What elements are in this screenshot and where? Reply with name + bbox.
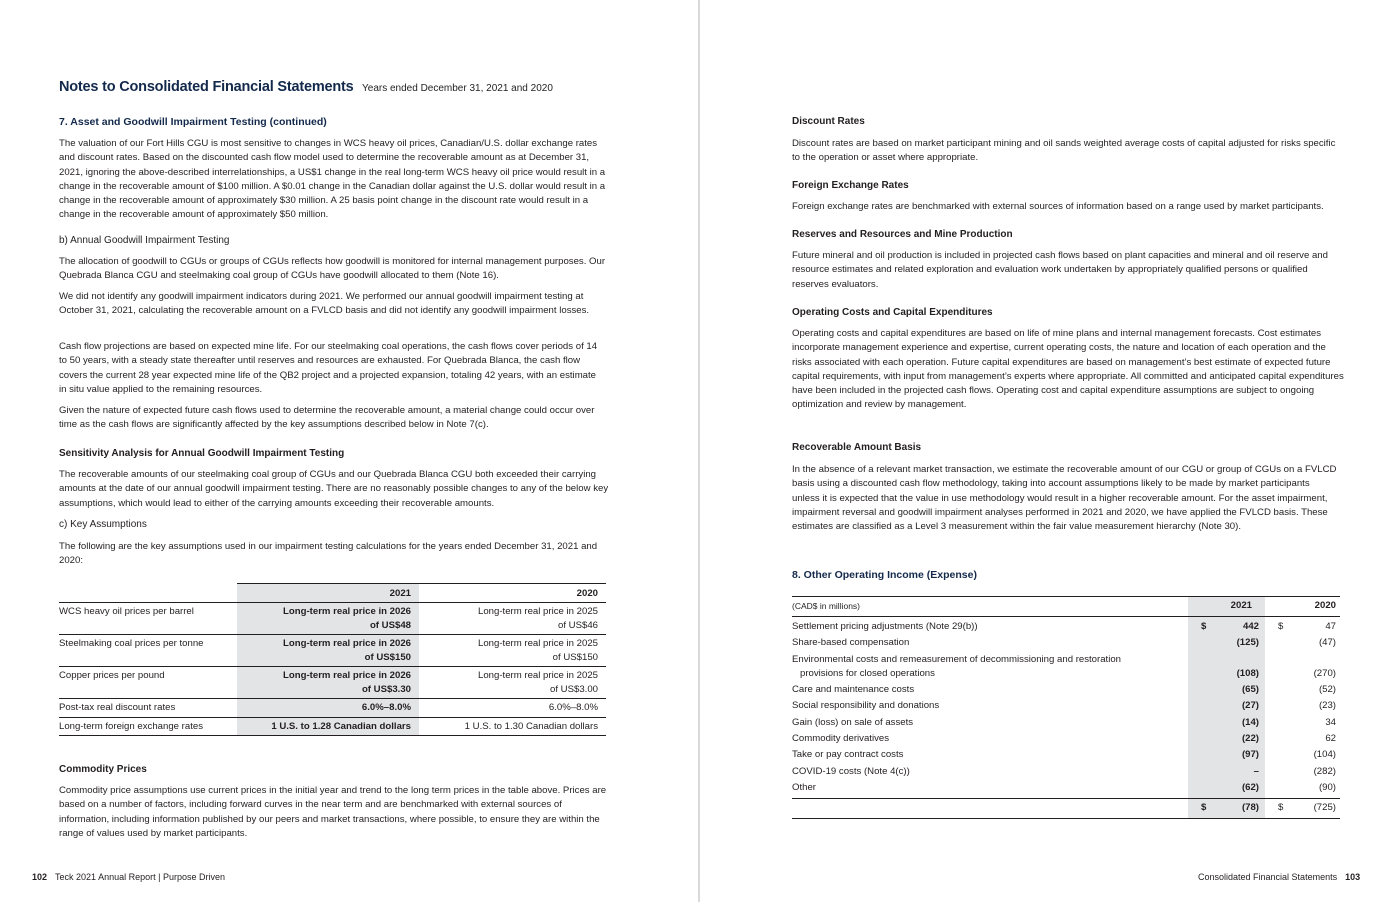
paragraph-recoverable xyxy=(59,468,611,511)
page-subtitle: Years ended December 31, 2021 and 2020 xyxy=(362,83,553,94)
reserves-title: Reserves and Resources and Mine Production xyxy=(792,229,1013,240)
paragraph-commodity xyxy=(59,784,611,841)
section-7-title: 7. Asset and Goodwill Impairment Testing (continued) xyxy=(59,116,327,128)
table-row xyxy=(792,715,1340,731)
section-8-title-block xyxy=(792,569,977,581)
row-label: WCS heavy oil prices per barrel xyxy=(59,606,194,617)
paragraph-allocation xyxy=(59,255,611,284)
fx-rates-title: Foreign Exchange Rates xyxy=(792,180,909,191)
header-2020: 2020 xyxy=(1314,600,1336,611)
row-value-2021 xyxy=(237,635,419,667)
table-top-rule xyxy=(792,596,1340,597)
row-value-2020: (90) xyxy=(1318,782,1336,793)
label-key-assumptions: c) Key Assumptions xyxy=(59,519,147,530)
table-row xyxy=(792,780,1340,796)
right-page xyxy=(792,0,1347,902)
row-value-2020: (104) xyxy=(1313,749,1336,760)
row-value-2020: 47 xyxy=(1325,621,1336,632)
row-value-2020: 62 xyxy=(1325,733,1336,744)
row-value-2020: (270) xyxy=(1313,668,1336,679)
value-line-2: of US$48 xyxy=(369,619,411,631)
value-line-1: Long-term real price in 2025 xyxy=(478,638,598,649)
footer-right-text: Consolidated Financial Statements xyxy=(1198,872,1338,882)
row-label: Post-tax real discount rates xyxy=(59,702,176,713)
sensitivity-title-block xyxy=(59,448,344,459)
value-line-1: Long-term real price in 2025 xyxy=(478,606,598,617)
table-row xyxy=(792,698,1340,714)
row-value-2021: (65) xyxy=(1241,684,1259,695)
table-row xyxy=(59,717,606,736)
row-label: Other xyxy=(792,782,816,793)
value-line-2: of US$46 xyxy=(557,619,598,631)
label-c-block xyxy=(59,519,147,530)
row-value-2021: (22) xyxy=(1241,733,1259,744)
footer-left-text: Teck 2021 Annual Report | Purpose Driven xyxy=(55,872,225,882)
paragraph-fort-hills xyxy=(59,137,611,223)
section-8-title: 8. Other Operating Income (Expense) xyxy=(792,569,977,581)
row-label: Care and maintenance costs xyxy=(792,684,915,695)
paragraph-recov xyxy=(792,463,1340,534)
paragraph-discount-text: Discount rates are based on market participant mining and oil sands weighted average costs of capital adjusted for risks specific to the operation or asset where appropriate. xyxy=(792,138,1336,164)
table-row xyxy=(792,747,1340,763)
discount-title-block xyxy=(792,116,865,127)
row-value-2020: 1 U.S. to 1.30 Canadian dollars xyxy=(464,720,598,732)
row-label: Take or pay contract costs xyxy=(792,749,904,760)
row-value-2021: – xyxy=(1253,766,1259,777)
table-header-empty xyxy=(59,584,237,603)
row-label: Commodity derivatives xyxy=(792,733,890,744)
row-label: Share-based compensation xyxy=(792,637,910,648)
table-row xyxy=(59,603,606,635)
commodity-title-block xyxy=(59,764,147,775)
recov-title-block xyxy=(792,442,921,453)
recoverable-basis-title: Recoverable Amount Basis xyxy=(792,442,922,453)
paragraph-fx-text: Foreign exchange rates are benchmarked with external sources of information based on a range used by market participants. xyxy=(792,201,1324,212)
label-annual-goodwill: b) Annual Goodwill Impairment Testing xyxy=(59,235,230,246)
row-value-2020: 34 xyxy=(1325,717,1336,728)
paragraph-discount xyxy=(792,137,1340,166)
value-line-1: Long-term real price in 2026 xyxy=(283,670,411,681)
header-rule xyxy=(792,616,1340,617)
row-value-2021: (125) xyxy=(1236,637,1259,648)
value-line-1: Long-term real price in 2026 xyxy=(283,606,411,617)
paragraph-fort-hills-text: The valuation of our Fort Hills CGU is most sensitive to changes in WCS heavy oil prices, Canadian/U.S. dollar exchange rates and discount rates. Based on the discounted cash flow model used to determine the recoverable amount as at December 31, 2021, ignoring the above-described interrelationships, a US$1 change in the real long-term WCS heavy oil price would result in a change in the recoverable amount of $100 million. A $0.01 change in the Canadian dollar against the U.S. dollar would result in a change in the recoverable amount of approximately $30 million. A 25 basis point change in the discount rate would result in a change in the recoverable amount of approximately $50 million. xyxy=(59,138,606,221)
header-2021: 2021 xyxy=(1230,600,1252,611)
table-row xyxy=(792,731,1340,747)
paragraph-reserves-text: Future mineral and oil production is included in projected cash flows based on plant capacities and mineral and oil reserve and resource estimates and related exploration and evaluation work undertaken by appropriately qualified persons or qualified reserves evaluators. xyxy=(792,250,1328,290)
sensitivity-title: Sensitivity Analysis for Annual Goodwill Impairment Testing xyxy=(59,448,345,459)
fx-title-block xyxy=(792,180,909,191)
row-label: Steelmaking coal prices per tonne xyxy=(59,638,204,649)
total-bottom-rule xyxy=(792,818,1340,819)
row-value-2021: (14) xyxy=(1241,717,1259,728)
row-value-2021 xyxy=(237,667,419,699)
discount-rates-title: Discount Rates xyxy=(792,116,865,127)
page-number-right: 103 xyxy=(1345,872,1361,882)
value-line-2: of US$3.00 xyxy=(549,683,598,695)
value-line-2: of US$150 xyxy=(364,651,411,663)
operating-costs-title: Operating Costs and Capital Expenditures xyxy=(792,307,993,318)
paragraph-nature xyxy=(59,404,599,433)
row-label: Environmental costs and remeasurement of decommissioning and restoration xyxy=(792,654,1122,665)
page-gutter xyxy=(698,0,700,902)
row-label: Long-term foreign exchange rates xyxy=(59,720,203,732)
paragraph-recoverable-text: The recoverable amounts of our steelmaking coal group of CGUs and our Quebrada Blanca CGU both exceeded their carrying amounts at the date of our annual goodwill impairment testing. There are no reasonably possible changes to any of the below key assumptions, which would lead to either of the carrying amounts exceeding their recoverable amounts. xyxy=(59,469,609,509)
row-value-2020 xyxy=(419,635,606,667)
row-value-2021: (108) xyxy=(1236,668,1259,679)
row-value-2020: (47) xyxy=(1318,637,1336,648)
section-7-title-block xyxy=(59,116,611,128)
row-label: Social responsibility and donations xyxy=(792,700,940,711)
label-b-block xyxy=(59,235,229,246)
dollar-sign-total-2021: $ xyxy=(1201,802,1207,813)
row-value-2021: (97) xyxy=(1241,749,1259,760)
row-label: COVID-19 costs (Note 4(c)) xyxy=(792,766,910,777)
paragraph-opcost xyxy=(792,327,1347,413)
key-assumptions-table xyxy=(59,583,606,736)
table-header-2020: 2020 xyxy=(419,584,606,603)
value-line-2: of US$150 xyxy=(552,651,598,663)
paragraph-fx xyxy=(792,200,1352,214)
paragraph-indicators xyxy=(59,290,599,319)
row-value-2021: (27) xyxy=(1241,700,1259,711)
value-line-1: Long-term real price in 2025 xyxy=(478,670,598,681)
opcost-title-block xyxy=(792,307,993,318)
paragraph-allocation-text: The allocation of goodwill to CGUs or groups of CGUs reflects how goodwill is monitored for internal management purposes. Our Quebrada Blanca CGU and steelmaking coal group of CGUs have goodwill allocated to them (Note 16). xyxy=(59,256,606,282)
row-value-2021 xyxy=(237,603,419,635)
value-line-2: of US$3.30 xyxy=(361,683,411,695)
paragraph-reserves xyxy=(792,249,1347,292)
row-value-2020 xyxy=(419,603,606,635)
row-value-2020: (52) xyxy=(1318,684,1336,695)
table-row xyxy=(792,666,1340,682)
paragraph-opcost-text: Operating costs and capital expenditures are based on life of mine plans and internal management forecasts. Cost estimates incorporate management experience and expertise, current operating costs, the nature and location of each operation and the risks associated with each operation. Future capital expenditures are based on management’s best estimate of expected future capital requirements, with input from management’s experts where appropriate. All committed and anticipated capital expenditures have been included in the projected cash flows. Operating cost and capital expenditure assumptions are subject to ongoing optimization and review by management. xyxy=(792,328,1344,411)
paragraph-following xyxy=(59,540,604,569)
left-page xyxy=(59,0,611,902)
row-label: Gain (loss) on sale of assets xyxy=(792,717,914,728)
total-top-rule xyxy=(792,798,1340,799)
dollar-sign-2021: $ xyxy=(1201,621,1207,632)
row-value-2021: 1 U.S. to 1.28 Canadian dollars xyxy=(237,717,419,736)
footer-left xyxy=(32,872,225,882)
row-value-2020 xyxy=(419,667,606,699)
page-title: Notes to Consolidated Financial Statements xyxy=(59,79,354,95)
row-label: Copper prices per pound xyxy=(59,670,165,681)
paragraph-nature-text: Given the nature of expected future cash flows used to determine the recoverable amount, a material change could occur over time as the cash flows are significantly affected by the key assumptions described below in Note 7(c). xyxy=(59,405,595,431)
table-header-row xyxy=(59,584,606,603)
page-header xyxy=(59,78,553,96)
row-value-2020: (282) xyxy=(1313,766,1336,777)
paragraph-cash-flow-text: Cash flow projections are based on expected mine life. For our steelmaking coal operations, the cash flows cover periods of 14 to 50 years, with a steady state thereafter until reserves and resources are exhausted. For Quebrada Blanca, the cash flow covers the current 28 year expected mine life of the QB2 project and a projected expansion, totaling 42 years, with an estimate in situ value applied to the remaining resources. xyxy=(59,341,598,395)
table-row xyxy=(792,619,1340,635)
row-value-2020: 6.0%–8.0% xyxy=(548,702,598,713)
page-number-left: 102 xyxy=(32,872,48,882)
table-row xyxy=(792,764,1340,780)
table-header-2021: 2021 xyxy=(237,584,419,603)
table-header-row xyxy=(792,598,1340,614)
paragraph-following-text: The following are the key assumptions used in our impairment testing calculations for the years ended December 31, 2021 and 2020: xyxy=(59,541,598,567)
paragraph-indicators-text: We did not identify any goodwill impairment indicators during 2021. We performed our annual goodwill impairment testing at October 31, 2021, calculating the recoverable amount on a FVLCD basis and did not identify any goodwill impairment losses. xyxy=(59,291,590,317)
row-label: Settlement pricing adjustments (Note 29(b)) xyxy=(792,621,978,632)
paragraph-cash-flow xyxy=(59,340,599,397)
paragraph-recov-text: In the absence of a relevant market transaction, we estimate the recoverable amount of our CGU or group of CGUs on a FVLCD basis using a discounted cash flow methodology, taking into account assumptions likely to be made by market participants unless it is expected that the value in use methodology would result in a higher recoverable amount. For the asset impairment, impairment reversal and goodwill impairment analyses performed in 2021 and 2020, we have applied the FVLCD basis. These estimates are classified as a Level 3 measurement within the fair value measurement hierarchy (Note 30). xyxy=(792,464,1337,533)
dollar-sign-2020: $ xyxy=(1278,621,1284,632)
commodity-prices-title: Commodity Prices xyxy=(59,764,147,775)
table-row xyxy=(59,699,606,718)
footer-right xyxy=(1198,872,1360,882)
total-2020: (725) xyxy=(1313,802,1336,813)
row-value-2021: (62) xyxy=(1241,782,1259,793)
reserves-title-block xyxy=(792,229,1013,240)
table-row xyxy=(59,635,606,667)
unit-label: (CAD$ in millions) xyxy=(792,601,861,611)
row-label: provisions for closed operations xyxy=(800,668,935,679)
row-value-2020: (23) xyxy=(1318,700,1336,711)
table-row xyxy=(792,682,1340,698)
total-2021: (78) xyxy=(1241,802,1259,813)
table-row xyxy=(792,635,1340,651)
row-value-2021: 442 xyxy=(1242,621,1259,632)
paragraph-commodity-text: Commodity price assumptions use current prices in the initial year and trend to the long term prices in the table above. Prices are based on a number of factors, including forward curves in the near term and are benchmarked with external sources of information, including information published by our peers and market transactions, where possible, to ensure they are within the range of values used by market participants. xyxy=(59,785,607,839)
value-line-1: Long-term real price in 2026 xyxy=(283,638,411,649)
table-row xyxy=(59,667,606,699)
table-total-row xyxy=(792,800,1340,816)
dollar-sign-total-2020: $ xyxy=(1278,802,1284,813)
row-value-2021: 6.0%–8.0% xyxy=(237,699,419,718)
